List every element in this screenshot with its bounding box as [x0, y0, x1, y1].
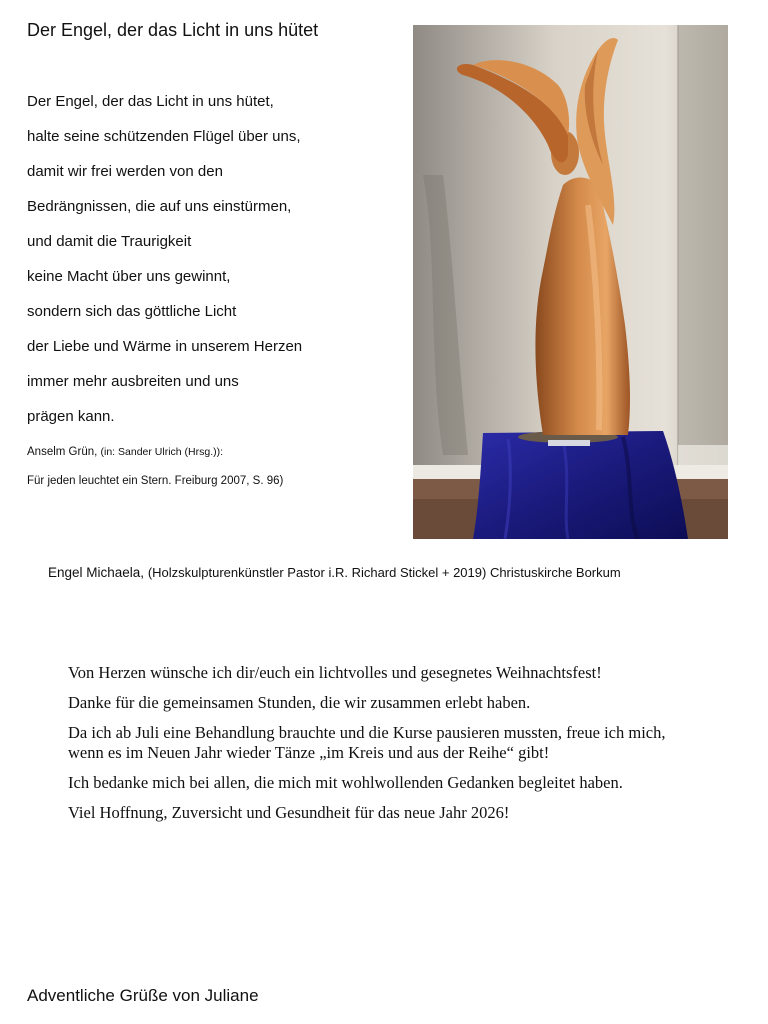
caption-detail: (Holzskulpturenkünstler Pastor i.R. Richard Stickel + 2019) Christuskirche Borkum	[147, 565, 621, 580]
signoff: Adventliche Grüße von Juliane	[27, 986, 259, 1005]
poem-author: Anselm Grün,	[27, 446, 98, 458]
poem-line: und damit die Traurigkeit	[27, 233, 192, 250]
poem-line: prägen kann.	[27, 408, 115, 425]
poem-line: keine Macht über uns gewinnt,	[27, 268, 231, 285]
poem-line: Der Engel, der das Licht in uns hütet,	[27, 93, 274, 110]
poem-author-citation	[27, 444, 223, 460]
photo-caption	[48, 565, 621, 580]
greeting-paragraph: Ich bedanke mich bei allen, die mich mit wohlwollenden Gedanken begleitet haben.	[68, 773, 623, 792]
greeting-text	[68, 663, 688, 833]
poem-line: sondern sich das göttliche Licht	[27, 303, 237, 320]
caption-name: Engel Michaela,	[48, 565, 145, 580]
page-title: Der Engel, der das Licht in uns hütet	[27, 20, 319, 40]
poem-line: halte seine schützenden Flügel über uns,	[27, 128, 301, 145]
poem	[27, 91, 397, 441]
greeting-paragraph: Viel Hoffnung, Zuversicht und Gesundheit für das neue Jahr 2026!	[68, 803, 510, 822]
poem-line: immer mehr ausbreiten und uns	[27, 373, 239, 390]
angel-sculpture-image	[413, 25, 728, 539]
poem-source: Für jeden leuchtet ein Stern. Freiburg 2007, S. 96)	[27, 475, 284, 487]
greeting-paragraph: Danke für die gemeinsamen Stunden, die wir zusammen erlebt haben.	[68, 693, 531, 712]
greeting-paragraph: Da ich ab Juli eine Behandlung brauchte und die Kurse pausieren mussten, freue ich mich, wenn es im Neuen Jahr wieder Tänze „im Kreis und aus der Reihe“ gibt!	[68, 723, 666, 762]
greeting-paragraph: Von Herzen wünsche ich dir/euch ein lichtvolles und gesegnetes Weihnachtsfest!	[68, 663, 602, 682]
angel-sculpture-photo	[413, 25, 728, 539]
poem-line: der Liebe und Wärme in unserem Herzen	[27, 338, 303, 355]
poem-line: Bedrängnissen, die auf uns einstürmen,	[27, 198, 292, 215]
poem-editor: (in: Sander Ulrich (Hrsg.)):	[100, 446, 224, 458]
poem-line: damit wir frei werden von den	[27, 163, 223, 180]
